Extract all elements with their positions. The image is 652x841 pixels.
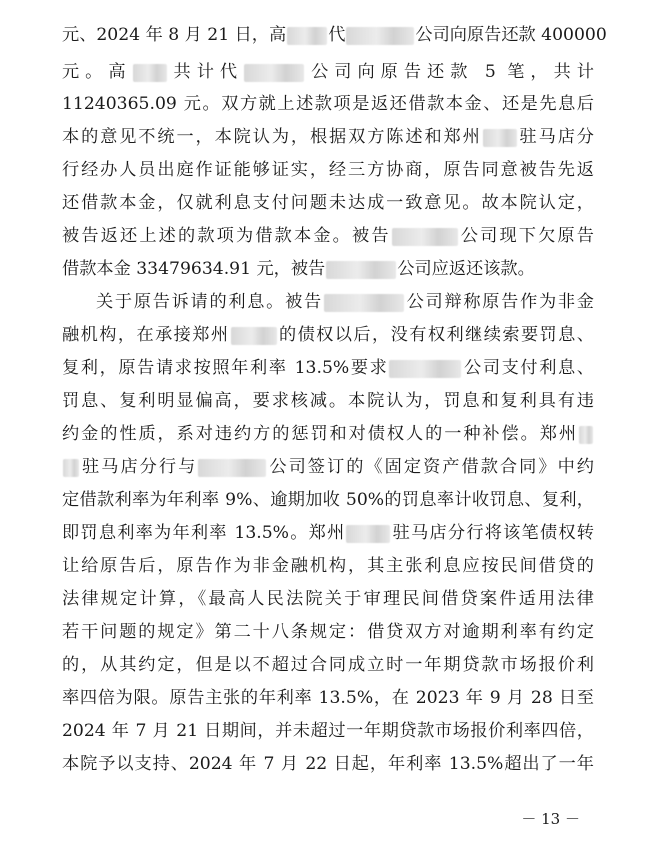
text-line <box>62 418 594 450</box>
text-line <box>62 385 594 417</box>
redaction-mark <box>63 459 79 477</box>
text-segment: 率四倍为限。原告主张的年利率 13.5%，在 2023 年 9 月 28 日至 <box>62 688 594 708</box>
text-segment: 的债权以后，没有权利继续索要罚息、 <box>277 325 594 345</box>
redaction-mark <box>244 64 304 82</box>
text-segment: 公司应返还该款。 <box>397 259 535 279</box>
redaction-mark <box>346 525 390 543</box>
text-segment: 元、2024 年 8 月 21 日，高 <box>62 25 287 45</box>
redaction-mark <box>198 459 266 477</box>
text-line <box>62 253 594 285</box>
text-segment: 2024 年 7 月 21 日期间，并未超过一年期贷款市场报价利率四倍， <box>62 721 594 741</box>
text-segment: 公司签订的《固定资产借款合同》中约 <box>267 457 594 477</box>
text-line <box>62 616 594 648</box>
text-segment: 关于原告诉请的利息。被告 <box>96 292 323 312</box>
text-segment: 代 <box>328 25 346 45</box>
text-segment: 借款本金 33479634.91 元，被告 <box>62 259 326 279</box>
text-segment: 本的意见不统一，本院认为，根据双方陈述和郑州 <box>62 127 482 147</box>
text-line <box>62 220 594 252</box>
text-segment: 法律规定计算，《最高人民法院关于审理民间借贷案件适用法律 <box>62 589 594 609</box>
text-segment: 公司辩称原告作为非金 <box>404 292 594 312</box>
text-segment: 复利，原告请求按照年利率 13.5%要求 <box>62 358 389 378</box>
text-segment: 公司向原告还款 400000 <box>415 25 607 45</box>
text-segment: 元。高 <box>62 62 132 82</box>
text-segment: 本院予以支持、2024 年 7 月 22 日起，年利率 13.5%超出了一年 <box>62 754 594 774</box>
text-segment: 被告返还上述的款项为借款本金。被告 <box>62 226 391 246</box>
text-segment: 融机构，在承接郑州 <box>62 325 230 345</box>
redaction-mark <box>392 228 458 246</box>
text-line <box>62 121 594 153</box>
text-line <box>62 649 594 681</box>
text-segment: 定借款利率为年利率 9%、逾期加收 50%的罚息率计收罚息、复利， <box>62 490 594 510</box>
text-line <box>62 715 594 747</box>
redaction-mark <box>389 360 461 378</box>
text-segment: 行经办人员出庭作证能够证实，经三方协商，原告同意被告先返 <box>62 160 594 180</box>
redaction-mark <box>133 64 167 82</box>
text-line <box>62 583 594 615</box>
text-segment: 若干问题的规定》第二十八条规定：借贷双方对逾期利率有约定 <box>62 622 594 642</box>
text-line <box>62 451 594 483</box>
redaction-mark <box>231 327 277 345</box>
text-segment: 驻马店分行将该笔债权转 <box>391 523 594 543</box>
text-line <box>96 286 594 318</box>
text-line <box>62 319 594 351</box>
text-line <box>62 154 594 186</box>
text-segment: 公司向原告还款 5 笔，共计 <box>305 62 594 82</box>
text-segment: 共计代 <box>167 62 244 82</box>
text-line <box>62 56 594 88</box>
text-segment: 还借款本金，仅就利息支付问题未达成一致意见。故本院认定， <box>62 193 594 213</box>
text-line <box>62 517 594 549</box>
text-line <box>62 484 594 516</box>
redaction-mark <box>579 426 593 444</box>
text-line <box>62 19 607 51</box>
text-segment: 让给原告后，原告作为非金融机构，其主张利息应按民间借贷的 <box>62 556 594 576</box>
text-segment: 罚息、复利明显偏高，要求核减。本院认为，罚息和复利具有违 <box>62 391 594 411</box>
text-segment: 的，从其约定，但是以不超过合同成立时一年期贷款市场报价利 <box>62 655 594 675</box>
text-line <box>62 187 594 219</box>
text-segment: 11240365.09 元。双方就上述款项是返还借款本金、还是先息后 <box>62 94 594 114</box>
redaction-mark <box>483 129 517 147</box>
text-segment: 公司现下欠原告 <box>458 226 594 246</box>
redaction-mark <box>346 27 414 45</box>
text-line <box>62 550 594 582</box>
text-line <box>62 88 594 120</box>
text-segment: 公司支付利息、 <box>462 358 594 378</box>
page-number: － 13 － <box>521 810 580 828</box>
text-line <box>62 748 594 780</box>
text-segment: 驻马店分 <box>517 127 594 147</box>
redaction-mark <box>287 27 327 45</box>
text-segment: 约金的性质，系对违约方的惩罚和对债权人的一种补偿。郑州 <box>62 424 578 444</box>
redaction-mark <box>326 261 396 279</box>
text-segment: 驻马店分行与 <box>80 457 198 477</box>
text-line <box>62 682 594 714</box>
text-line <box>62 352 594 384</box>
text-segment: 即罚息利率为年利率 13.5%。郑州 <box>62 523 346 543</box>
redaction-mark <box>324 294 404 312</box>
